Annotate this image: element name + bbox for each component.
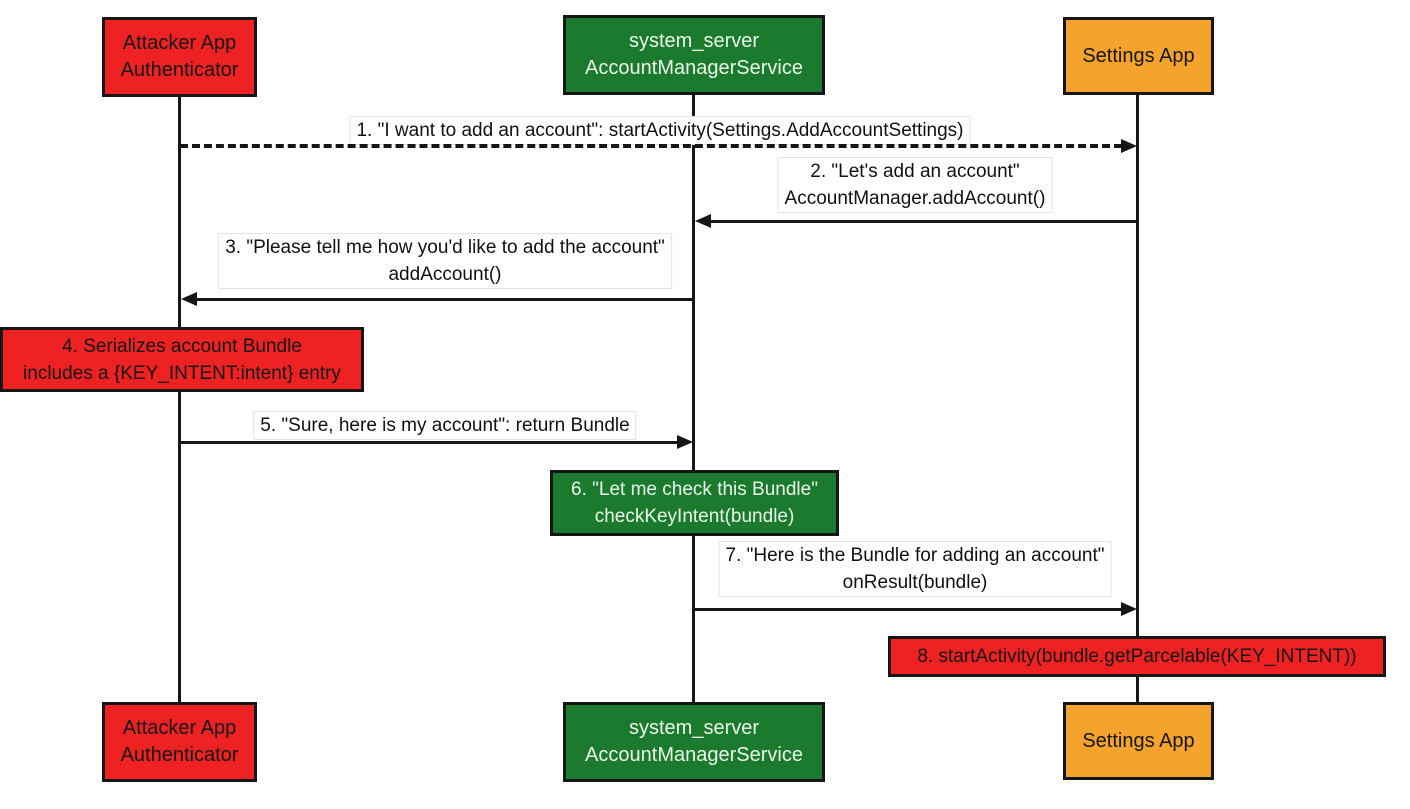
participant-label: Attacker App	[122, 717, 237, 739]
participant-label: Authenticator	[120, 59, 239, 81]
message-7-label: 7. "Here is the Bundle for adding an account" onResult(bundle)	[719, 541, 1112, 597]
participant-system-server-bottom	[563, 702, 825, 782]
note-8-start-activity: 8. startActivity(bundle.getParcelable(KEY_INTENT))	[888, 636, 1386, 677]
participant-system-server-top	[563, 15, 825, 95]
message-3-arrowhead-icon	[181, 292, 197, 306]
message-2-line	[710, 220, 1137, 223]
participant-label: Settings App	[1082, 44, 1195, 67]
participant-label: AccountManagerService	[585, 57, 803, 79]
participant-label: AccountManagerService	[585, 744, 803, 766]
message-3-line	[196, 298, 693, 301]
message-1-label: 1. "I want to add an account": startActivity(Settings.AddAccountSettings)	[349, 116, 970, 145]
participant-attacker-top	[102, 17, 257, 97]
participant-label: Settings App	[1082, 729, 1195, 752]
message-1-line	[180, 144, 1122, 148]
message-3-label: 3. "Please tell me how you'd like to add the account" addAccount()	[218, 233, 672, 289]
lifeline-attacker	[178, 97, 181, 702]
participant-settings-app-bottom	[1063, 702, 1214, 780]
message-7-line	[695, 608, 1121, 611]
note-4-serialize-bundle: 4. Serializes account Bundle includes a {KEY_INTENT:intent} entry	[0, 327, 364, 392]
message-2-arrowhead-icon	[695, 214, 711, 228]
message-5-line	[181, 441, 677, 444]
participant-label: Attacker App	[122, 32, 237, 54]
message-7-arrowhead-icon	[1121, 602, 1137, 616]
participant-label: system_server	[628, 717, 760, 739]
participant-settings-app-top	[1063, 17, 1214, 95]
participant-label: system_server	[628, 30, 760, 52]
note-6-check-bundle: 6. "Let me check this Bundle" checkKeyIntent(bundle)	[550, 470, 839, 536]
message-5-arrowhead-icon	[677, 435, 693, 449]
message-2-label: 2. "Let's add an account" AccountManager.addAccount()	[778, 157, 1053, 213]
participant-label: Authenticator	[120, 744, 239, 766]
participant-attacker-bottom	[102, 702, 257, 782]
message-1-arrowhead-icon	[1121, 139, 1137, 153]
message-5-label: 5. "Sure, here is my account": return Bundle	[253, 411, 636, 440]
